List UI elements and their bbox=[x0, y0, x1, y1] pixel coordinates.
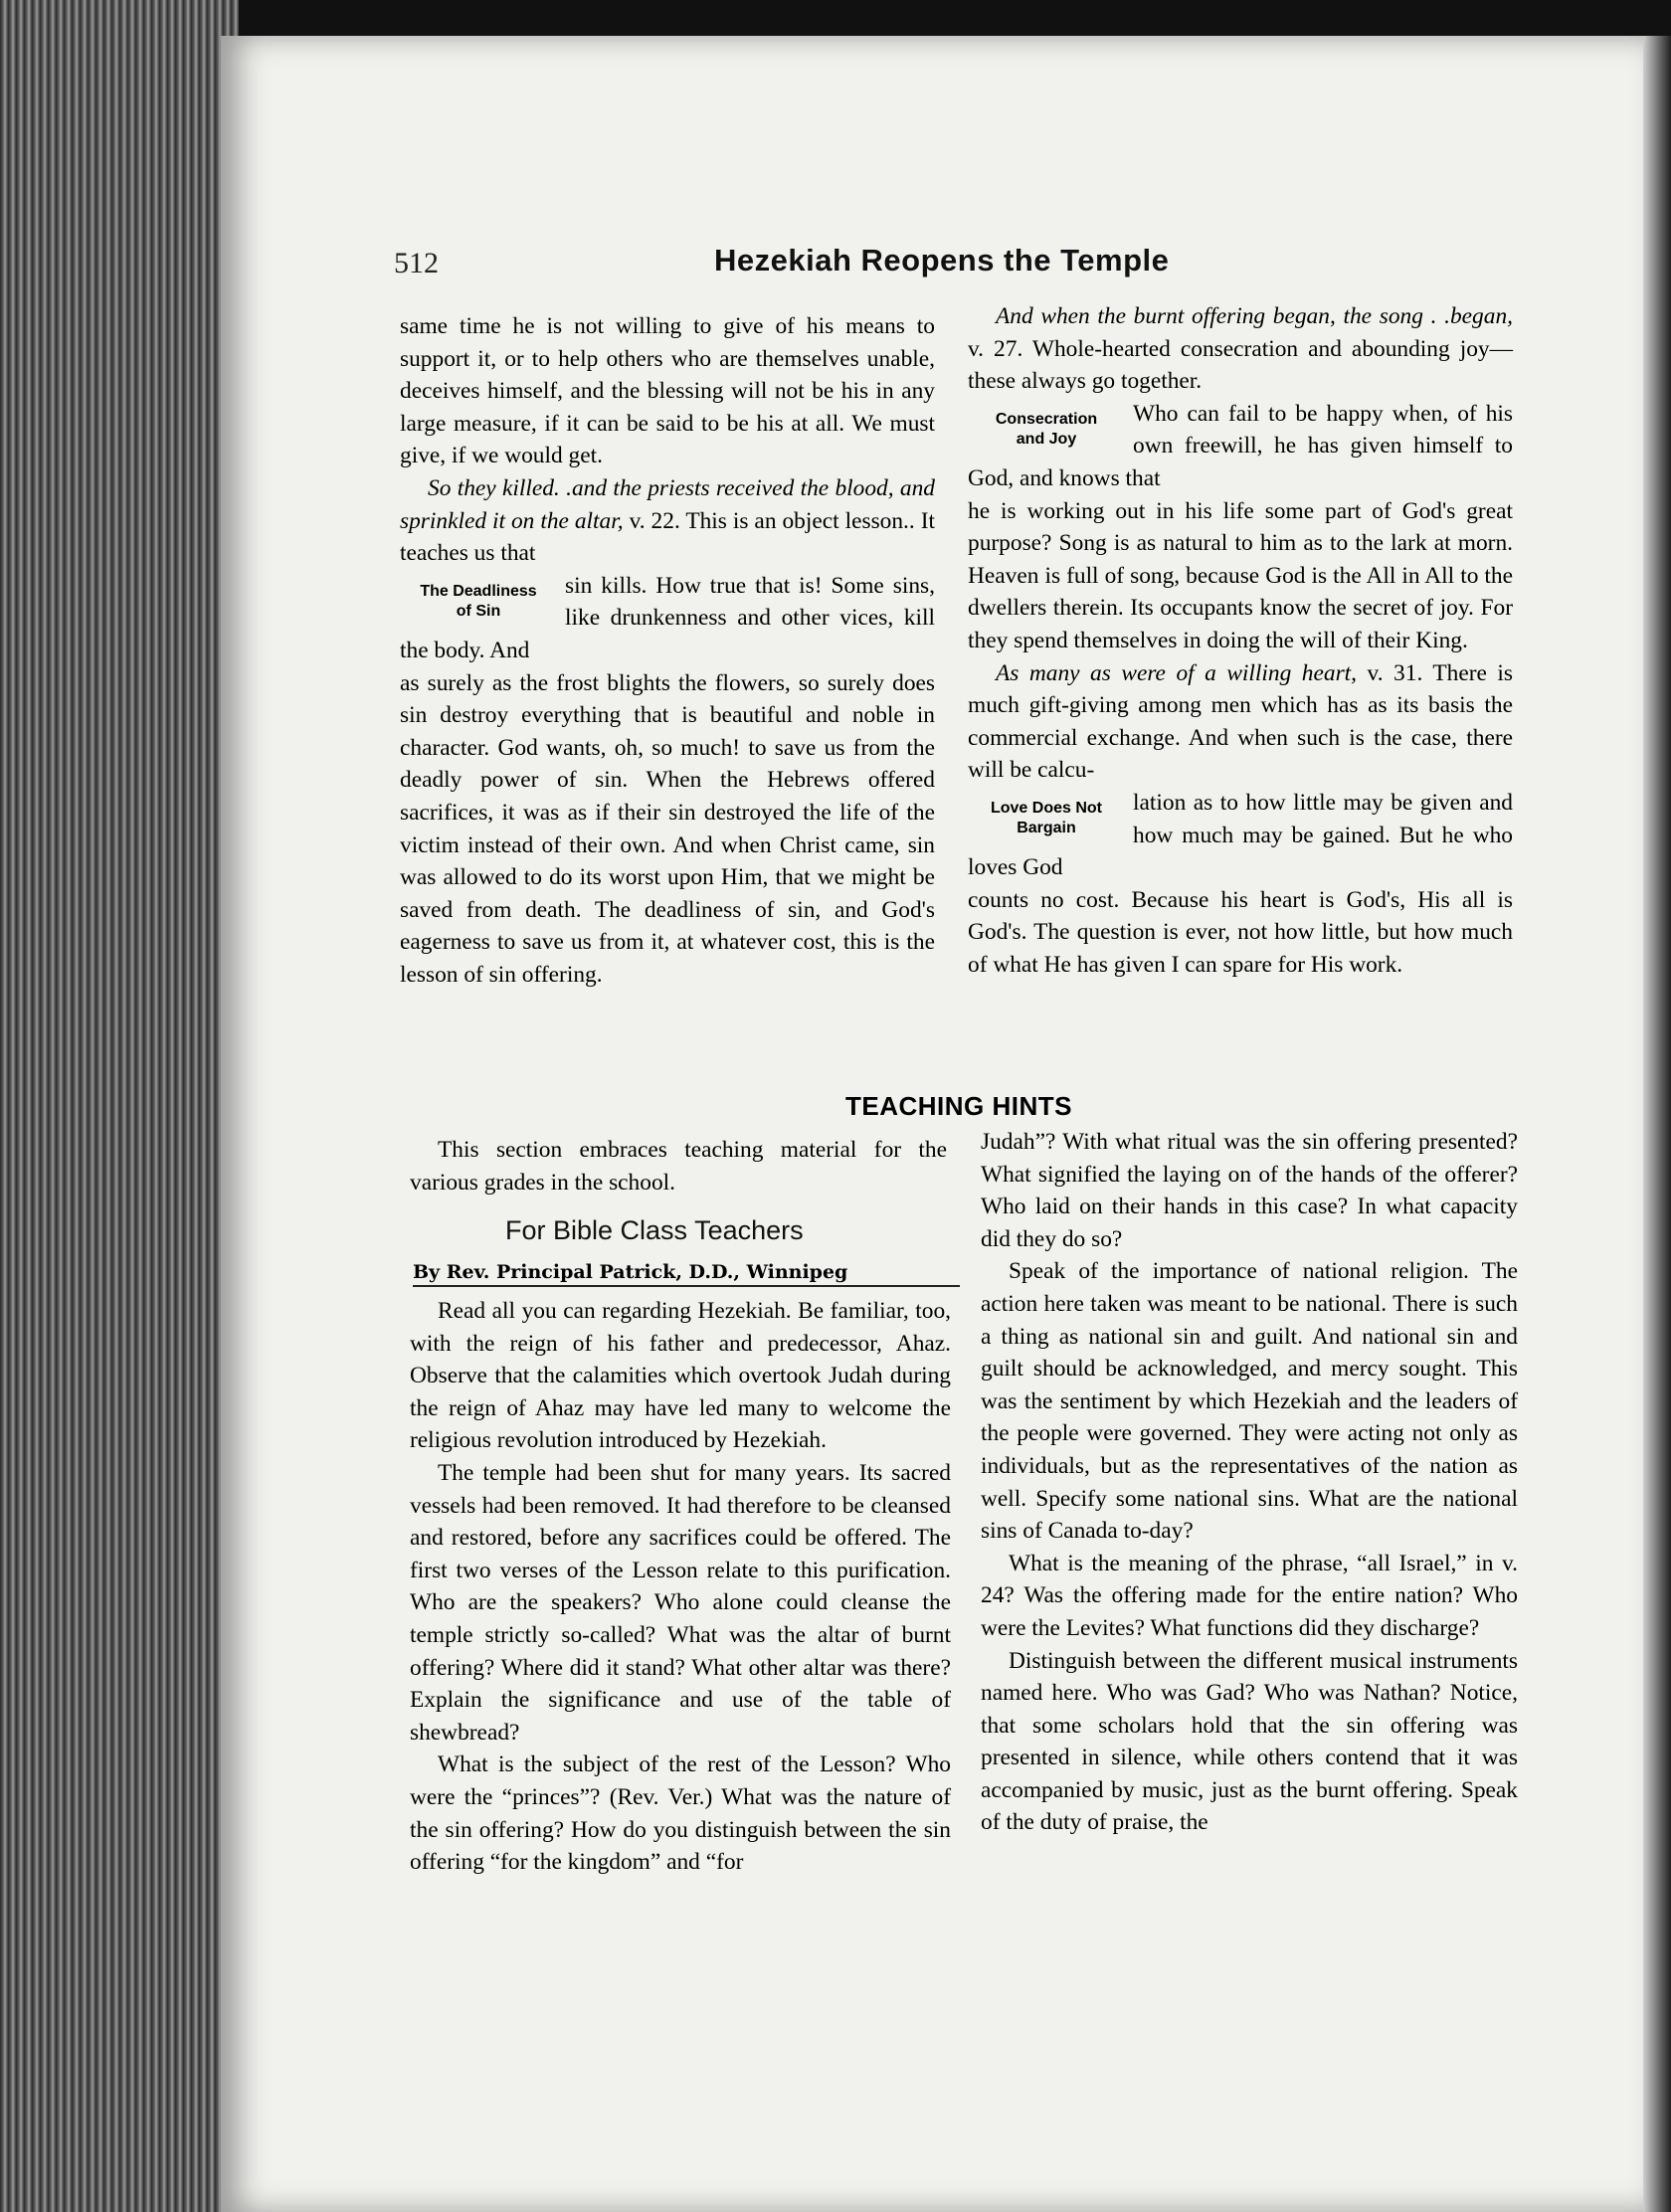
paragraph: This section embraces teaching material for the various grades in the school. bbox=[410, 1137, 947, 1196]
paragraph: Speak of the importance of national religion. The action here taken was meant to be national. There is such a thing as national sin and guilt. And national sin and guilt should be acknowledged, and mercy sought. This was the sentiment by which Hezekiah and the leaders of the people were governed. They were acting not only as individuals, but as the representatives of the nation as well. Specify some national sins. What are the national sins of Canada to-day? bbox=[981, 1258, 1518, 1545]
paragraph: counts no cost. Because his heart is God's, His all is God's. The question is ever, not how little, but how much of what He has given I can spare for His work. bbox=[968, 886, 1513, 978]
bible-class-subheading: For Bible Class Teachers bbox=[505, 1215, 804, 1245]
right-column-top bbox=[968, 300, 1513, 981]
side-note-consecration-and-joy: Consecration and Joy bbox=[995, 410, 1098, 448]
scripture-quote: As many as were of a willing heart, bbox=[996, 659, 1358, 686]
paragraph-text: v. 22. This is an object lesson.. It teaches us that bbox=[400, 507, 936, 567]
teaching-intro bbox=[410, 1134, 947, 1198]
paragraph: What is the meaning of the phrase, “all Israel,” in v. 24? Was the offering made for the entire nation? Who were the Levites? What functions did they discharge? bbox=[981, 1550, 1518, 1641]
side-note-deadliness-of-sin: The Deadliness of Sin bbox=[420, 582, 537, 620]
running-title: Hezekiah Reopens the Temple bbox=[714, 243, 1170, 277]
scripture-quote: So they killed. .and the priests received the blood, and sprinkled it on the altar, bbox=[400, 474, 935, 534]
paragraph-text: Who can fail to be happy when, of his own freewill, he has given himself to God, and knows that bbox=[968, 400, 1513, 491]
teaching-hints-heading: TEACHING HINTS bbox=[845, 1091, 1072, 1121]
paragraph: What is the subject of the rest of the Lesson? Who were the “princes”? (Rev. Ver.) What was the nature of the sin offering? How do you distinguish between the sin offering “for the kingdom” and “for bbox=[410, 1751, 951, 1876]
scripture-quote: And when the burnt offering began, the song . .began, bbox=[996, 303, 1513, 329]
paragraph: Distinguish between the different musical instruments named here. Who was Gad? Who was Nathan? Notice, that some scholars hold that the sin offering was presented in silence, while others contend that it was accompanied by music, just as the burnt offering. Speak of the duty of praise, the bbox=[981, 1647, 1518, 1836]
book-page-edges bbox=[0, 0, 239, 2212]
paragraph: Judah”? With what ritual was the sin offering presented? What signified the laying on of the hands of the offerer? Who laid on their hands in this case? In what capacity did they do so? bbox=[981, 1129, 1518, 1252]
paragraph-text: sin kills. How true that is! Some sins, like drunkenness and other vices, kill the body. And bbox=[400, 572, 935, 663]
paragraph-text: v. 31. There is much gift-giving among men which has as its basis the commercial exchange. And when such is the case, there will be calcu- bbox=[968, 659, 1513, 784]
page-header bbox=[394, 239, 1190, 288]
paragraph: The temple had been shut for many years. Its sacred vessels had been removed. It had therefore to be cleansed and restored, before any sacrifices could be offered. The first two verses of the Lesson relate to this purification. Who are the speakers? Who alone could cleanse the temple strictly so-called? What was the altar of burnt offering? Where did it stand? What other altar was there? Explain the significance and use of the table of shewbread? bbox=[410, 1459, 951, 1746]
right-column-teaching bbox=[981, 1126, 1518, 1839]
paragraph: as surely as the frost blights the flowers, so surely does sin destroy everything that is beautiful and noble in character. God wants, oh, so much! to save us from the deadly power of sin. When the Hebrews offered sacrifices, it was as if their sin destroyed the life of the victim instead of their own. And when Christ came, sin was allowed to do its worst upon Him, that we might be saved from death. The deadliness of sin, and God's eagerness to save us from it, at whatever cost, this is the lesson of sin offering. bbox=[400, 669, 935, 988]
author-byline: By Rev. Principal Patrick, D.D., Winnipeg bbox=[413, 1261, 960, 1287]
book-spine-edge bbox=[1643, 36, 1671, 2212]
paragraph-text: v. 27. Whole-hearted consecration and abounding joy—these always go together. bbox=[968, 335, 1513, 395]
paragraph: same time he is not willing to give of his means to support it, or to help others who are themselves unable, deceives himself, and the blessing will not be his in any large measure, if it can be said to be his at all. We must give, if we would get. bbox=[400, 313, 935, 469]
paragraph-text: lation as to how little may be given and how much may be gained. But he who loves God bbox=[968, 789, 1513, 881]
left-column-teaching bbox=[410, 1295, 951, 1879]
page-number: 512 bbox=[394, 247, 439, 279]
paragraph: Read all you can regarding Hezekiah. Be familiar, too, with the reign of his father and predecessor, Ahaz. Observe that the calamities which overtook Judah during the reign of Ahaz may have led many to welcome the religious revolution introduced by Hezekiah. bbox=[410, 1298, 951, 1454]
side-note-love-does-not-bargain: Love Does Not Bargain bbox=[990, 799, 1102, 836]
left-column-top bbox=[400, 310, 935, 991]
paragraph: he is working out in his life some part of God's great purpose? Song is as natural to him as to the lark at morn. Heaven is full of song, because God is the All in All to the dwellers therein. Its occupants know the secret of joy. For they spend themselves in doing the will of their King. bbox=[968, 497, 1513, 653]
